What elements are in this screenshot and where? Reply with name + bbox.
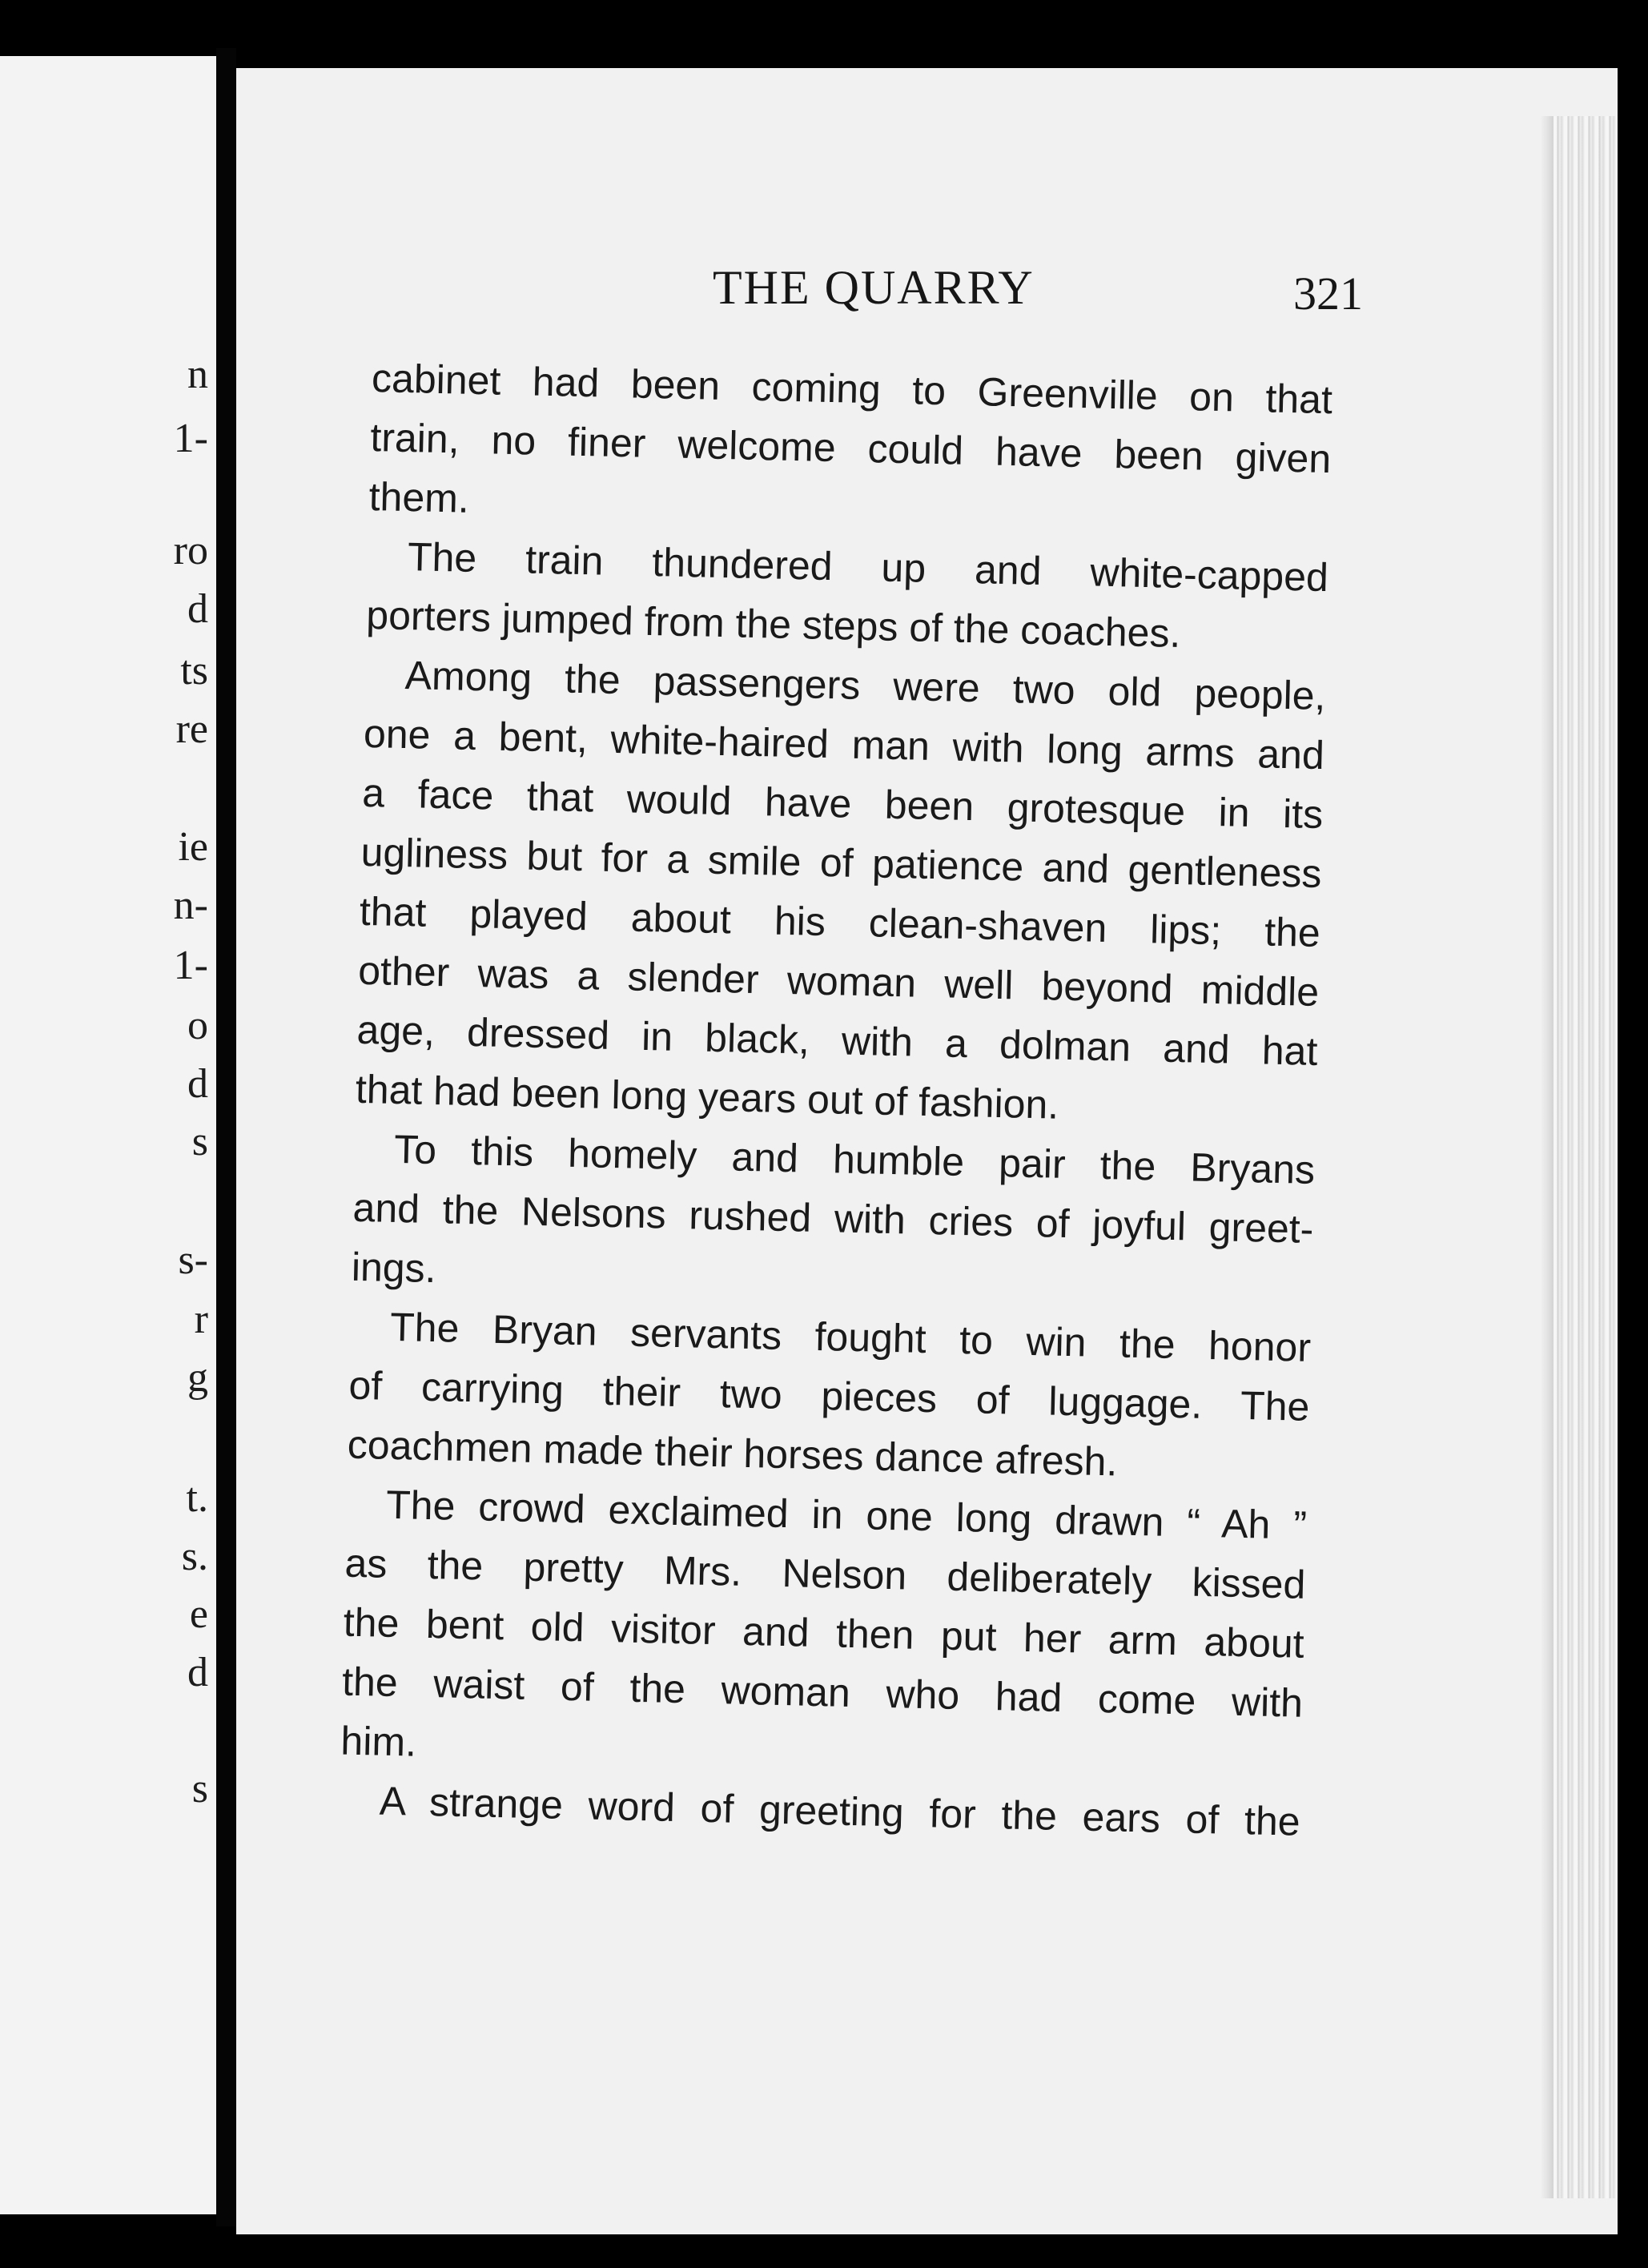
left-page-fragment: ts: [180, 648, 208, 694]
left-page-fragment: s: [191, 1766, 208, 1812]
text-line: coachmen made their horses dance afresh.: [347, 1422, 1118, 1485]
text-line: ugliness but for a smile of patience and gentleness: [360, 829, 1323, 897]
left-page-fragment: o: [187, 1003, 208, 1048]
page-edge-shadow: [1541, 116, 1554, 2198]
text-line: The crowd exclaimed in one long drawn “ Ah ”: [385, 1482, 1308, 1548]
text-line: the bent old visitor and then put her arm about: [343, 1599, 1305, 1667]
left-page-fragment: e: [189, 1591, 208, 1637]
text-line: ings.: [351, 1244, 437, 1292]
book-page: [236, 68, 1618, 2234]
text-line: the waist of the woman who had come with: [341, 1659, 1304, 1726]
running-head: THE QUARRY: [713, 261, 1035, 314]
left-page-fragment: n-: [173, 883, 208, 928]
left-page-fragment: 1-: [173, 416, 208, 461]
left-page-fragment: ro: [173, 528, 208, 573]
text-line: that had been long years out of fashion.: [355, 1066, 1059, 1128]
text-line: age, dressed in black, with a dolman and hat: [356, 1007, 1319, 1074]
text-line: them.: [368, 473, 470, 521]
left-page-fragment: d: [187, 1650, 208, 1695]
left-page-fragment: d: [187, 586, 208, 632]
text-line: that played about his clean-shaven lips; the: [359, 888, 1321, 956]
text-line: The train thundered up and white-capped: [407, 534, 1329, 601]
text-line: train, no finer welcome could have been given: [369, 414, 1332, 482]
left-page-fragment: s.: [181, 1534, 208, 1579]
left-page-fragment: s-: [178, 1237, 208, 1283]
page-number: 321: [1293, 267, 1363, 320]
body-text: [339, 348, 1333, 1852]
text-line: porters jumped from the steps of the coaches.: [365, 592, 1182, 656]
text-line: a face that would have been grotesque in its: [361, 770, 1324, 838]
left-page-fragment: re: [175, 706, 208, 752]
text-line: A strange word of greeting for the ears of the: [379, 1778, 1301, 1844]
text-line: of carrying their two pieces of luggage. The: [348, 1362, 1310, 1430]
text-line: Among the passengers were two old people,: [404, 653, 1327, 719]
left-page-fragment: n: [187, 352, 208, 397]
previous-page: [0, 56, 216, 2214]
text-line: cabinet had been coming to Greenville on that: [371, 355, 1333, 423]
page-stack-edge: [1554, 116, 1618, 2198]
book-gutter: [216, 48, 236, 2226]
text-line: and the Nelsons rushed with cries of joyful greet-: [352, 1184, 1314, 1252]
left-page-fragment: g: [187, 1355, 208, 1401]
text-line: To this homely and humble pair the Bryans: [393, 1126, 1316, 1192]
text-line: him.: [340, 1718, 417, 1765]
text-line: one a bent, white-haired man with long arms and: [363, 710, 1325, 778]
left-page-fragment: ie: [178, 824, 208, 870]
left-page-fragment: t.: [186, 1475, 208, 1521]
left-page-fragment: d: [187, 1061, 208, 1107]
left-page-fragment: s: [191, 1119, 208, 1164]
left-page-fragment: 1-: [173, 943, 208, 988]
text-line: The Bryan servants fought to win the honor: [389, 1304, 1312, 1370]
page-header: [236, 260, 1618, 324]
text-line: as the pretty Mrs. Nelson deliberately kissed: [344, 1540, 1306, 1607]
text-line: other was a slender woman well beyond middle: [357, 947, 1320, 1015]
left-page-fragment: r: [194, 1297, 208, 1342]
